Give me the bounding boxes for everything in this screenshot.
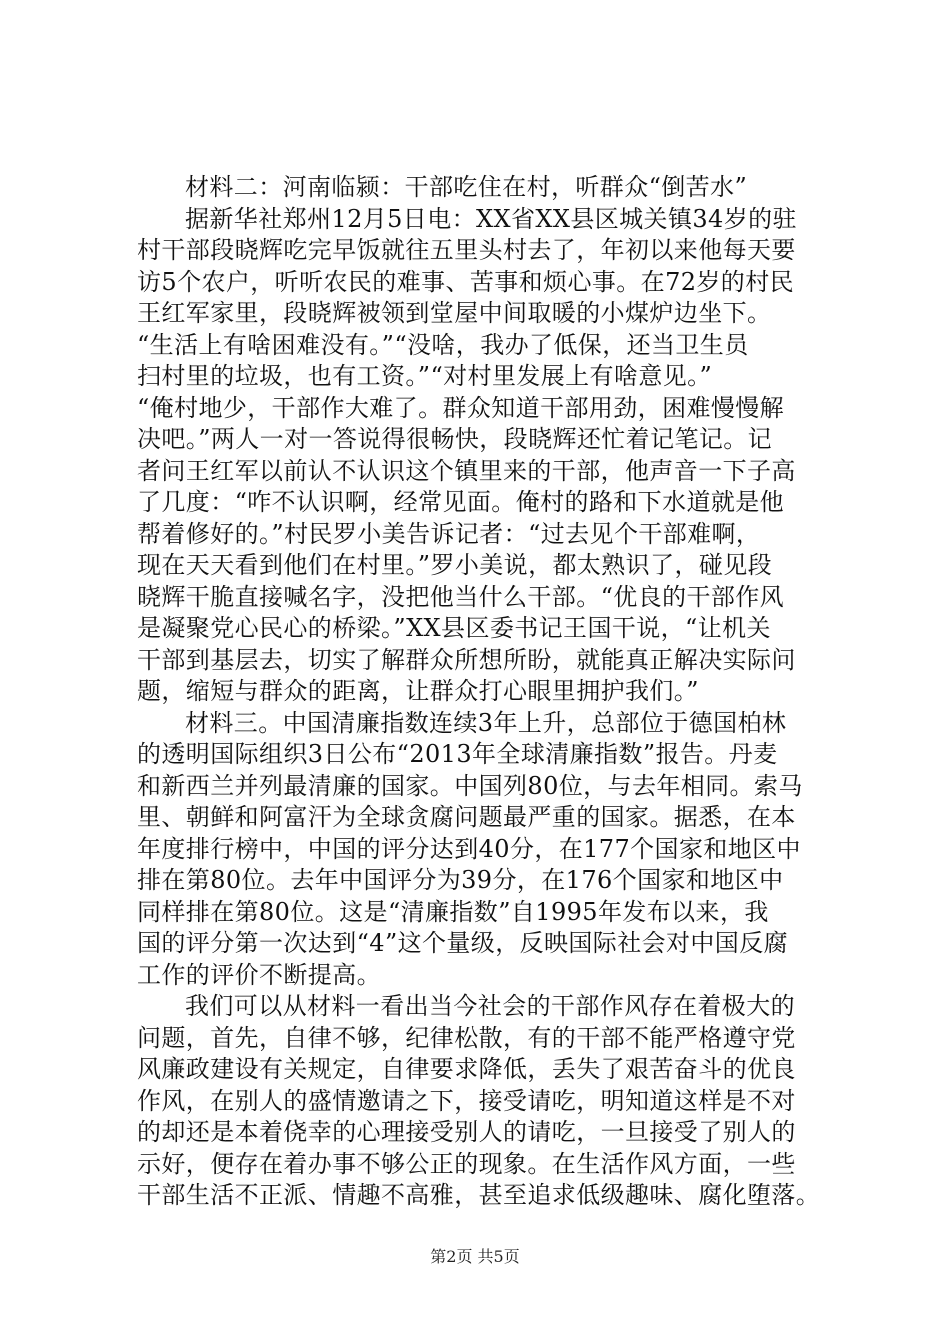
paragraph-line: 问题，首先，自律不够，纪律松散，有的干部不能严格遵守党 <box>137 1023 796 1052</box>
paragraph-line: 据新华社郑州12月5日电：XX省XX县区城关镇34岁的驻 <box>185 204 797 233</box>
paragraph-line: 是凝聚党心民心的桥梁。”XX县区委书记王国干说，“让机关 <box>137 614 771 642</box>
paragraph-line: 国的评分第一次达到“4”这个量级，反映国际社会对中国反腐 <box>137 929 789 957</box>
paragraph-line: 排在第80位。去年中国评分为39分，在176个国家和地区中 <box>137 866 784 894</box>
paragraph-line: 风廉政建设有关规定，自律要求降低，丢失了艰苦奋斗的优良 <box>137 1055 796 1083</box>
paragraph-line: 王红军家里，段晓辉被领到堂屋中间取暖的小煤炉边坐下。 <box>137 299 772 327</box>
paragraph-line: 里、朝鲜和阿富汗为全球贪腐问题最严重的国家。据悉，在本 <box>137 803 796 831</box>
paragraph-line: 同样排在第80位。这是“清廉指数”自1995年发布以来，我 <box>137 897 769 926</box>
paragraph-line: 了几度：“咋不认识啊，经常见面。俺村的路和下水道就是他 <box>137 488 785 516</box>
paragraph-line: 决吧。”两人一对一答说得很畅快，段晓辉还忙着记笔记。记 <box>137 425 773 453</box>
paragraph-line: “生活上有啥困难没有。”“没啥，我办了低保，还当卫生员 <box>137 330 749 359</box>
paragraph-line: 现在天天看到他们在村里。”罗小美说，都太熟识了，碰见段 <box>137 551 773 579</box>
paragraph-line: 晓辉干脆直接喊名字，没把他当什么干部。“优良的干部作风 <box>137 582 785 611</box>
paragraph-line: 工作的评价不断提高。 <box>137 960 381 989</box>
material-three-line: 材料三。中国清廉指数连续3年上升，总部位于德国柏林 <box>185 708 787 737</box>
paragraph-line: 示好，便存在着办事不够公正的现象。在生活作风方面，一些 <box>137 1149 796 1178</box>
paragraph-line: 的却还是本着侥幸的心理接受别人的请吃，一旦接受了别人的 <box>137 1118 796 1146</box>
paragraph-line: 帮着修好的。”村民罗小美告诉记者：“过去见个干部难啊， <box>137 519 761 548</box>
paragraph-line: 扫村里的垃圾，也有工资。”“对村里发展上有啥意见。” <box>137 362 713 390</box>
paragraph-line: “俺村地少，干部作大难了。群众知道干部用劲，困难慢慢解 <box>137 393 785 422</box>
paragraph-line: 干部生活不正派、情趣不高雅，甚至追求低级趣味、腐化堕落。 <box>137 1181 821 1209</box>
paragraph-line: 年度排行榜中，中国的评分达到40分，在177个国家和地区中 <box>137 834 801 863</box>
paragraph-line: 题，缩短与群众的距离，让群众打心眼里拥护我们。” <box>137 677 699 705</box>
paragraph-line: 访5个农户，听听农民的难事、苦事和烦心事。在72岁的村民 <box>137 267 795 296</box>
paragraph-line: 者问王红军以前认不认识这个镇里来的干部，他声音一下子高 <box>137 456 796 485</box>
page-number-footer: 第2页 共5页 <box>430 1247 520 1266</box>
paragraph-line: 干部到基层去，切实了解群众所想所盼，就能真正解决实际问 <box>137 645 796 674</box>
document-body <box>137 172 857 1212</box>
paragraph-line: 作风，在别人的盛情邀请之下，接受请吃，明知道这样是不对 <box>137 1086 796 1115</box>
analysis-paragraph-line: 我们可以从材料一看出当今社会的干部作风存在着极大的 <box>185 992 795 1020</box>
paragraph-line: 和新西兰并列最清廉的国家。中国列80位，与去年相同。索马 <box>137 771 803 800</box>
paragraph-line: 的透明国际组织3日公布“2013年全球清廉指数”报告。丹麦 <box>137 740 778 768</box>
material-two-heading: 材料二：河南临颍：干部吃住在村，听群众“倒苦水” <box>185 173 748 201</box>
paragraph-line: 村干部段晓辉吃完早饭就往五里头村去了，年初以来他每天要 <box>137 236 796 264</box>
